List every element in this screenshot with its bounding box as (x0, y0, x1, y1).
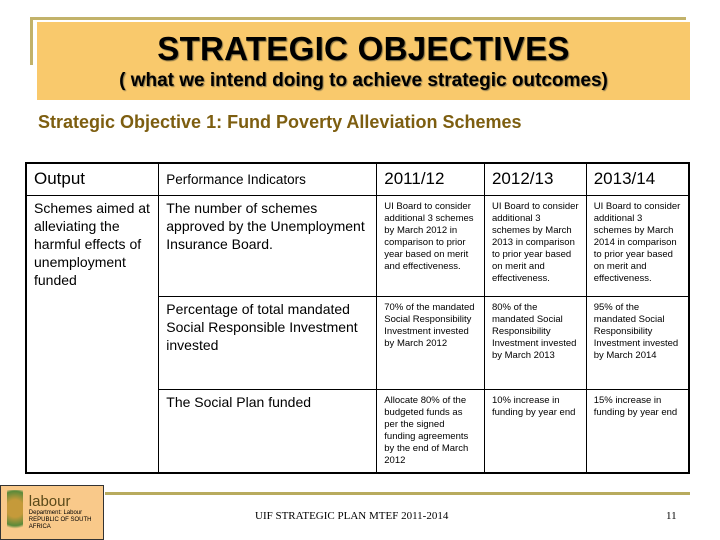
target-2011: 70% of the mandated Social Responsibility Investment invested by March 2012 (377, 296, 485, 389)
table-row (26, 195, 689, 296)
logo-wordmark: labour (28, 493, 71, 510)
indicator-cell: The number of schemes approved by the Unemployment Insurance Board. (159, 195, 377, 296)
indicator-cell: The Social Plan funded (159, 389, 377, 473)
target-2011: UI Board to consider additional 3 schemes by March 2012 in comparison to prior year based on merit and effectiveness. (377, 195, 485, 296)
target-2013: UI Board to consider additional 3 schemes by March 2014 in comparison to prior year based on merit and effectiveness. (586, 195, 689, 296)
target-2012: UI Board to consider additional 3 schemes by March 2013 in comparison to prior year based on merit and effectiveness. (484, 195, 586, 296)
footer-rule (105, 492, 690, 495)
header-2011: 2011/12 (377, 163, 485, 195)
header-indicators: Performance Indicators (159, 163, 377, 195)
department-logo (0, 485, 104, 540)
header-2013: 2013/14 (586, 163, 689, 195)
logo-subtext: Department: Labour REPUBLIC OF SOUTH AFRICA (28, 510, 92, 530)
header-output: Output (26, 163, 159, 195)
objective-title: Strategic Objective 1: Fund Poverty Alleviation Schemes (38, 112, 522, 132)
target-2012: 80% of the mandated Social Responsibility Investment invested by March 2013 (484, 296, 586, 389)
target-2012: 10% increase in funding by year end (484, 389, 586, 473)
page-subtitle: ( what we intend doing to achieve strategic outcomes) (119, 70, 608, 91)
page-number: 11 (666, 510, 677, 522)
target-2011: Allocate 80% of the budgeted funds as per the signed funding agreements by the end of March 2012 (377, 389, 485, 473)
page-title: STRATEGIC OBJECTIVES (157, 30, 570, 67)
target-2013: 95% of the mandated Social Responsibility Investment invested by March 2014 (586, 296, 689, 389)
objectives-table (25, 162, 690, 474)
top-rule (30, 17, 686, 20)
title-banner (37, 22, 690, 100)
left-rule (30, 17, 33, 65)
header-2012: 2012/13 (484, 163, 586, 195)
coat-of-arms-icon (7, 490, 23, 536)
footer-text: UIF STRATEGIC PLAN MTEF 2011-2014 (255, 510, 449, 522)
indicator-cell: Percentage of total mandated Social Responsible Investment invested (159, 296, 377, 389)
target-2013: 15% increase in funding by year end (586, 389, 689, 473)
table-header-row (26, 163, 689, 195)
output-cell: Schemes aimed at alleviating the harmful effects of unemployment funded (26, 195, 159, 473)
